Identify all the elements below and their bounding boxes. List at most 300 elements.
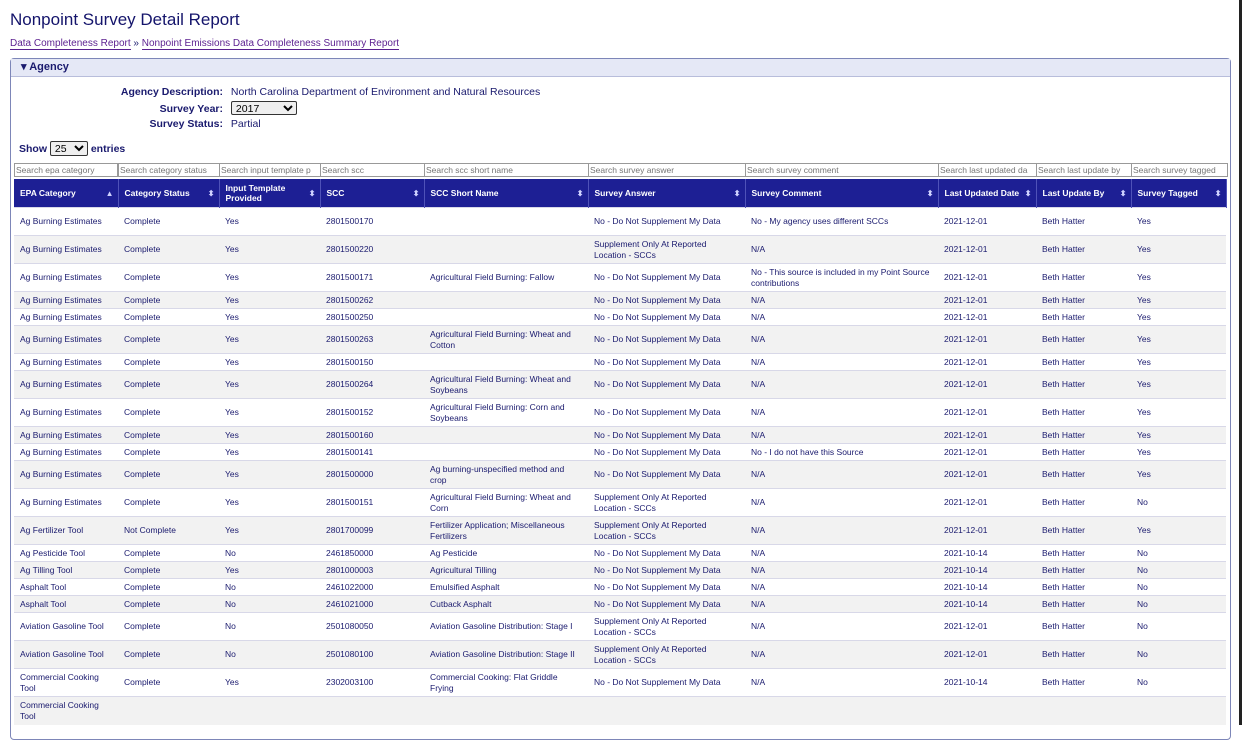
table-cell: N/A [745,371,938,399]
table-cell [424,427,588,444]
sort-icon: ⬍ [412,189,420,198]
table-cell: Yes [1131,326,1226,354]
table-cell: No [1131,489,1226,517]
table-cell: Yes [219,208,320,236]
table-cell: 2801500220 [320,236,424,264]
filter-input-6[interactable] [588,163,746,177]
column-header-9[interactable] [1036,179,1131,208]
agency-section-toggle[interactable] [11,59,1230,77]
sort-icon: ⬍ [207,189,215,198]
table-cell: No - Do Not Supplement My Data [588,579,745,596]
table-cell: Supplement Only At Reported Location - SCCs [588,613,745,641]
survey-detail-table [14,179,1227,725]
table-cell [320,697,424,725]
table-row[interactable] [14,697,1226,725]
table-cell [424,697,588,725]
table-cell: Agricultural Field Burning: Wheat and Corn [424,489,588,517]
table-cell: Complete [118,371,219,399]
table-cell [118,697,219,725]
table-cell: 2021-12-01 [938,399,1036,427]
table-cell [938,697,1036,725]
table-cell: No [1131,596,1226,613]
table-cell: Beth Hatter [1036,562,1131,579]
table-cell: Beth Hatter [1036,354,1131,371]
table-cell: 2801500170 [320,208,424,236]
column-header-6[interactable] [588,179,745,208]
table-cell: Complete [118,326,219,354]
table-cell: Supplement Only At Reported Location - SCCs [588,641,745,669]
column-header-7[interactable] [745,179,938,208]
table-row[interactable] [14,579,1226,596]
table-cell: 2501080100 [320,641,424,669]
table-cell: Ag Pesticide [424,545,588,562]
table-cell: Ag Burning Estimates [14,326,118,354]
table-cell: Complete [118,489,219,517]
table-cell: N/A [745,641,938,669]
table-cell: No - Do Not Supplement My Data [588,309,745,326]
table-cell: 2021-12-01 [938,236,1036,264]
table-cell: 2801700099 [320,517,424,545]
table-cell: No [1131,562,1226,579]
table-cell: No [1131,669,1226,697]
table-cell: 2021-12-01 [938,444,1036,461]
table-cell: N/A [745,309,938,326]
table-cell: Complete [118,236,219,264]
table-cell [588,697,745,725]
table-cell: No [1131,545,1226,562]
table-cell: 2801500264 [320,371,424,399]
table-cell: No - Do Not Supplement My Data [588,354,745,371]
sort-icon: ⬍ [576,189,584,198]
survey-year-select[interactable] [231,101,297,115]
table-cell: Yes [219,264,320,292]
table-cell: Yes [219,489,320,517]
table-cell: Cutback Asphalt [424,596,588,613]
table-cell: Beth Hatter [1036,613,1131,641]
table-cell: Agricultural Field Burning: Wheat and Cotton [424,326,588,354]
table-cell: Beth Hatter [1036,309,1131,326]
table-cell: 2801500263 [320,326,424,354]
table-cell: Agricultural Field Burning: Wheat and Soybeans [424,371,588,399]
table-cell: No - My agency uses different SCCs [745,208,938,236]
table-cell [424,444,588,461]
column-header-label: Last Updated Date [944,188,1020,198]
table-cell: 2021-12-01 [938,264,1036,292]
table-cell [1131,697,1226,725]
column-header-4[interactable] [320,179,424,208]
column-header-8[interactable] [938,179,1036,208]
table-cell: Yes [1131,292,1226,309]
table-row[interactable] [14,489,1226,517]
table-cell: No - Do Not Supplement My Data [588,596,745,613]
table-cell: 2801500000 [320,461,424,489]
table-cell: Ag Burning Estimates [14,461,118,489]
table-cell: N/A [745,562,938,579]
table-cell: Aviation Gasoline Tool [14,613,118,641]
table-cell: Complete [118,596,219,613]
table-row[interactable] [14,264,1226,292]
column-header-2[interactable] [118,179,219,208]
table-cell: Emulsified Asphalt [424,579,588,596]
table-cell: No - Do Not Supplement My Data [588,427,745,444]
table-cell: Agricultural Field Burning: Corn and Soybeans [424,399,588,427]
table-cell: Yes [219,669,320,697]
table-cell: No - Do Not Supplement My Data [588,562,745,579]
column-header-label: Survey Answer [594,188,656,198]
table-cell: 2021-12-01 [938,292,1036,309]
table-cell: 2461021000 [320,596,424,613]
table-row[interactable] [14,309,1226,326]
table-cell: N/A [745,292,938,309]
table-cell: Yes [1131,427,1226,444]
agency-description-value: North Carolina Department of Environment and Natural Resources [230,86,541,98]
entries-length-control [19,141,125,156]
table-row[interactable] [14,292,1226,309]
table-cell: 2801500151 [320,489,424,517]
collapse-triangle-icon: ▾ [21,61,27,73]
entries-label: entries [90,143,126,155]
table-cell: N/A [745,596,938,613]
table-cell: Yes [1131,399,1226,427]
table-cell: No - Do Not Supplement My Data [588,545,745,562]
table-cell: Yes [219,399,320,427]
table-cell: 2801500152 [320,399,424,427]
filter-input-1[interactable] [14,163,118,177]
table-cell: No - Do Not Supplement My Data [588,326,745,354]
column-header-label: Input Template Provided [225,183,286,203]
table-cell: Yes [219,236,320,264]
table-cell: Agricultural Field Burning: Fallow [424,264,588,292]
table-cell: Fertilizer Application; Miscellaneous Fertilizers [424,517,588,545]
column-header-label: Category Status [124,188,190,198]
table-cell: 2501080050 [320,613,424,641]
table-cell: 2021-12-01 [938,641,1036,669]
breadcrumb-data-completeness-link[interactable]: Data Completeness Report [10,38,131,49]
table-cell: Ag burning-unspecified method and crop [424,461,588,489]
table-row[interactable] [14,354,1226,371]
table-cell: Yes [219,517,320,545]
table-cell: Asphalt Tool [14,596,118,613]
table-cell: Complete [118,669,219,697]
table-cell: Yes [219,444,320,461]
table-cell: No - I do not have this Source [745,444,938,461]
table-cell: 2801000003 [320,562,424,579]
column-header-label: SCC Short Name [430,188,499,198]
table-cell: Yes [219,562,320,579]
table-cell: 2021-12-01 [938,613,1036,641]
table-cell: 2801500250 [320,309,424,326]
table-cell: Aviation Gasoline Distribution: Stage II [424,641,588,669]
table-cell: Complete [118,444,219,461]
table-cell: Yes [1131,236,1226,264]
table-cell [1036,697,1131,725]
table-cell [424,309,588,326]
table-cell: Asphalt Tool [14,579,118,596]
table-row[interactable] [14,641,1226,669]
table-cell: Commercial Cooking Tool [14,669,118,697]
table-cell: Complete [118,545,219,562]
table-cell: Supplement Only At Reported Location - SCCs [588,517,745,545]
table-cell: Beth Hatter [1036,461,1131,489]
table-cell: Yes [1131,371,1226,399]
table-cell: No - Do Not Supplement My Data [588,264,745,292]
table-cell: N/A [745,669,938,697]
table-row[interactable] [14,562,1226,579]
table-cell: Yes [219,427,320,444]
table-cell: Complete [118,208,219,236]
table-cell: No - Do Not Supplement My Data [588,399,745,427]
table-cell: Yes [1131,444,1226,461]
table-cell: 2021-12-01 [938,208,1036,236]
table-cell: Beth Hatter [1036,236,1131,264]
table-cell: 2021-12-01 [938,309,1036,326]
agency-section-label: Agency [29,61,69,73]
table-cell: N/A [745,427,938,444]
table-cell [424,354,588,371]
sort-icon: ⬍ [733,189,741,198]
table-cell: Ag Burning Estimates [14,427,118,444]
column-header-5[interactable] [424,179,588,208]
table-cell: Beth Hatter [1036,517,1131,545]
table-cell: 2021-12-01 [938,354,1036,371]
table-cell: No [219,596,320,613]
table-cell: Ag Burning Estimates [14,399,118,427]
table-cell: N/A [745,354,938,371]
table-cell [424,292,588,309]
table-row[interactable] [14,517,1226,545]
survey-status-value: Partial [230,118,261,130]
entries-per-page-select[interactable] [50,141,88,156]
table-cell: Yes [1131,309,1226,326]
table-cell: Yes [1131,264,1226,292]
filter-input-5[interactable] [424,163,589,177]
table-cell: N/A [745,613,938,641]
filter-input-10[interactable] [1131,163,1228,177]
table-cell: 2801500262 [320,292,424,309]
table-cell: No [1131,641,1226,669]
column-header-label: Survey Comment [751,188,822,198]
sort-icon: ⬍ [1214,189,1222,198]
table-cell: Complete [118,264,219,292]
table-row[interactable] [14,236,1226,264]
table-cell: Beth Hatter [1036,579,1131,596]
breadcrumb-nonpoint-summary-link[interactable]: Nonpoint Emissions Data Completeness Summary Report [141,38,400,49]
table-cell: 2021-12-01 [938,461,1036,489]
table-cell: Beth Hatter [1036,545,1131,562]
sort-icon: ⬍ [1024,189,1032,198]
table-cell: N/A [745,545,938,562]
table-cell: Complete [118,579,219,596]
table-cell: Ag Tilling Tool [14,562,118,579]
table-row[interactable] [14,444,1226,461]
table-cell: Ag Burning Estimates [14,444,118,461]
table-row[interactable] [14,427,1226,444]
agency-info [11,85,540,132]
filter-input-4[interactable] [320,163,425,177]
table-cell: 2021-12-01 [938,371,1036,399]
table-cell: No [1131,613,1226,641]
sort-icon: ⬍ [926,189,934,198]
column-header-label: EPA Category [20,188,76,198]
table-cell: Ag Fertilizer Tool [14,517,118,545]
table-cell: No - This source is included in my Point Source contributions [745,264,938,292]
table-cell: 2461850000 [320,545,424,562]
breadcrumb-separator: » [133,38,139,49]
table-cell: Beth Hatter [1036,371,1131,399]
table-cell: Complete [118,461,219,489]
table-cell: Ag Burning Estimates [14,292,118,309]
table-cell: Ag Burning Estimates [14,208,118,236]
table-cell: Commercial Cooking: Flat Griddle Frying [424,669,588,697]
sort-icon: ⬍ [1119,189,1127,198]
table-cell: Yes [219,354,320,371]
table-cell: 2801500141 [320,444,424,461]
table-cell: Beth Hatter [1036,641,1131,669]
table-row[interactable] [14,208,1226,236]
table-cell: Supplement Only At Reported Location - SCCs [588,236,745,264]
table-cell: Yes [1131,208,1226,236]
table-cell: Beth Hatter [1036,669,1131,697]
table-cell: No - Do Not Supplement My Data [588,371,745,399]
table-cell: No [219,613,320,641]
table-cell: No [1131,579,1226,596]
filter-input-2[interactable] [118,163,221,177]
report-panel [10,58,1231,740]
table-cell: N/A [745,326,938,354]
table-cell: Beth Hatter [1036,444,1131,461]
table-cell: 2461022000 [320,579,424,596]
sort-icon: ⬍ [308,189,316,198]
table-cell: N/A [745,399,938,427]
table-cell: Aviation Gasoline Distribution: Stage I [424,613,588,641]
table-cell: Complete [118,427,219,444]
table-cell: N/A [745,579,938,596]
table-cell: 2801500160 [320,427,424,444]
table-cell: No - Do Not Supplement My Data [588,208,745,236]
table-cell: 2021-10-14 [938,596,1036,613]
column-header-10[interactable] [1131,179,1226,208]
table-cell: 2021-10-14 [938,579,1036,596]
show-label: Show [19,143,47,155]
table-cell: Aviation Gasoline Tool [14,641,118,669]
table-cell: 2302003100 [320,669,424,697]
table-cell: Yes [219,371,320,399]
table-cell: Beth Hatter [1036,596,1131,613]
table-cell: N/A [745,461,938,489]
table-cell: Ag Pesticide Tool [14,545,118,562]
table-cell: Beth Hatter [1036,292,1131,309]
agency-description-label: Agency Description: [120,86,223,98]
table-cell: Complete [118,309,219,326]
table-cell: Beth Hatter [1036,427,1131,444]
table-cell: Beth Hatter [1036,208,1131,236]
table-cell: 2021-10-14 [938,669,1036,697]
table-cell: 2801500150 [320,354,424,371]
column-header-1[interactable] [14,179,118,208]
table-cell: N/A [745,236,938,264]
table-cell: Complete [118,292,219,309]
breadcrumb [10,38,399,49]
table-cell: Yes [219,326,320,354]
table-cell: Complete [118,613,219,641]
table-row[interactable] [14,596,1226,613]
table-cell: No [219,579,320,596]
table-cell: 2021-12-01 [938,427,1036,444]
table-row[interactable] [14,326,1226,354]
filter-input-8[interactable] [938,163,1038,177]
table-cell: Beth Hatter [1036,264,1131,292]
table-cell: 2021-12-01 [938,326,1036,354]
table-cell: 2801500171 [320,264,424,292]
filter-input-9[interactable] [1036,163,1132,177]
table-cell: No [219,545,320,562]
column-header-3[interactable] [219,179,320,208]
table-header-row [14,179,1226,208]
table-cell: 2021-12-01 [938,517,1036,545]
table-cell: Beth Hatter [1036,399,1131,427]
table-cell: N/A [745,517,938,545]
table-cell: Beth Hatter [1036,489,1131,517]
survey-year-label: Survey Year: [159,103,223,115]
table-cell: N/A [745,489,938,517]
page-title: Nonpoint Survey Detail Report [10,10,240,29]
table-cell: No - Do Not Supplement My Data [588,444,745,461]
table-row[interactable] [14,669,1226,697]
table-cell [424,208,588,236]
table-cell: Beth Hatter [1036,326,1131,354]
table-cell: Ag Burning Estimates [14,236,118,264]
table-cell: Yes [219,461,320,489]
table-cell: Ag Burning Estimates [14,309,118,326]
table-row[interactable] [14,371,1226,399]
table-cell: No [219,641,320,669]
table-cell: Complete [118,562,219,579]
table-cell: Yes [1131,461,1226,489]
table-cell: 2021-10-14 [938,562,1036,579]
table-row[interactable] [14,613,1226,641]
table-cell: Yes [219,309,320,326]
table-cell: Yes [1131,517,1226,545]
table-cell: Ag Burning Estimates [14,264,118,292]
table-cell: Not Complete [118,517,219,545]
table-cell: Complete [118,641,219,669]
table-cell: Ag Burning Estimates [14,489,118,517]
sort-ascending-icon: ▲ [105,189,114,198]
table-cell: No - Do Not Supplement My Data [588,292,745,309]
filter-input-7[interactable] [745,163,940,177]
table-cell: 2021-10-14 [938,545,1036,562]
filter-input-3[interactable] [219,163,322,177]
survey-status-label: Survey Status: [149,118,223,130]
table-cell [745,697,938,725]
table-cell: Yes [219,292,320,309]
table-cell [424,236,588,264]
column-header-label: Survey Tagged [1137,188,1198,198]
table-cell: Supplement Only At Reported Location - SCCs [588,489,745,517]
table-cell: Ag Burning Estimates [14,371,118,399]
table-cell: No - Do Not Supplement My Data [588,461,745,489]
table-cell: No - Do Not Supplement My Data [588,669,745,697]
table-cell [219,697,320,725]
table-cell: Commercial Cooking Tool [14,697,118,725]
table-row[interactable] [14,545,1226,562]
table-row[interactable] [14,461,1226,489]
table-cell: 2021-12-01 [938,489,1036,517]
table-row[interactable] [14,399,1226,427]
column-header-label: SCC [326,188,345,198]
table-cell: Ag Burning Estimates [14,354,118,371]
column-header-label: Last Update By [1042,188,1105,198]
